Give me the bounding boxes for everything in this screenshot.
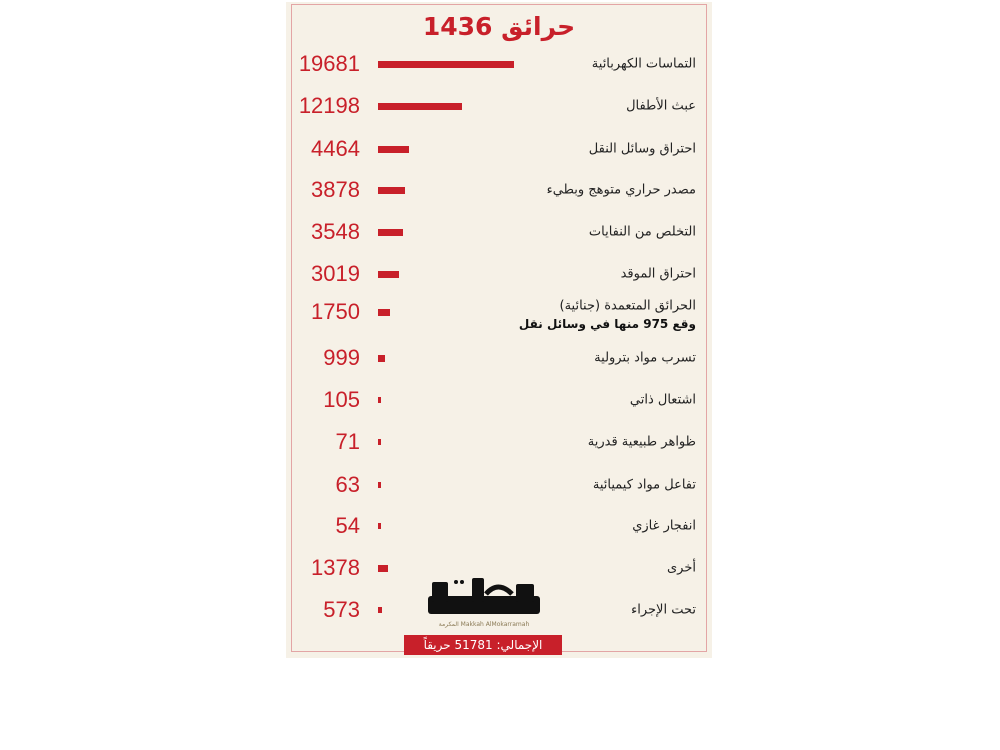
value-label: 573 (323, 597, 360, 622)
arson-note-annotation: وقع 975 منها في وسائل نقل (518, 317, 696, 331)
category-label: عبث الأطفال (626, 98, 696, 114)
value-label: 4464 (311, 136, 360, 161)
bar (378, 309, 390, 316)
value-label: 12198 (298, 93, 360, 118)
chart-title: حرائق 1436 (422, 12, 576, 41)
category-label: تحت الإجراء (631, 602, 696, 618)
bar (378, 607, 382, 613)
infographic-card (286, 2, 712, 658)
value-label: 1378 (311, 555, 360, 580)
value-label: 3019 (311, 261, 360, 286)
bar (378, 397, 381, 403)
category-label: اشتعال ذاتي (629, 392, 696, 408)
bar (378, 61, 514, 68)
category-label: تسرب مواد بترولية (594, 350, 696, 366)
value-label: 63 (335, 472, 360, 497)
makkah-logo (426, 576, 542, 632)
bar (378, 523, 381, 529)
category-label: التماسات الكهربائية (591, 56, 696, 72)
value-label: 999 (323, 345, 360, 370)
category-label: الحرائق المتعمدة (جنائية) (559, 298, 696, 314)
category-label: احتراق الموقد (620, 266, 696, 282)
total-banner: الإجمالي: 51781 حريقاً (404, 635, 562, 655)
bar (378, 187, 405, 194)
value-label: 1750 (311, 299, 360, 324)
bar (378, 146, 409, 153)
value-label: 3878 (311, 177, 360, 202)
bar (378, 103, 462, 110)
category-label: أخرى (667, 560, 696, 576)
value-label: 71 (335, 429, 360, 454)
bar (378, 229, 403, 236)
value-label: 3548 (311, 219, 360, 244)
value-label: 105 (323, 387, 360, 412)
category-label: تفاعل مواد كيميائية (592, 477, 696, 493)
category-label: التخلص من النفايات (588, 224, 696, 240)
category-label: احتراق وسائل النقل (588, 141, 696, 157)
bar (378, 482, 381, 488)
bar (378, 355, 385, 362)
bar (378, 439, 381, 445)
logo-tagline: المكرمة Makkah AlMokarramah (438, 621, 530, 628)
value-label: 54 (335, 513, 360, 538)
category-label: ظواهر طبيعية قدرية (587, 434, 696, 450)
bar (378, 565, 388, 572)
bar (378, 271, 399, 278)
category-label: انفجار غازي (632, 518, 696, 534)
value-label: 19681 (298, 51, 360, 76)
category-label: مصدر حراري متوهج وبطيء (546, 182, 696, 198)
